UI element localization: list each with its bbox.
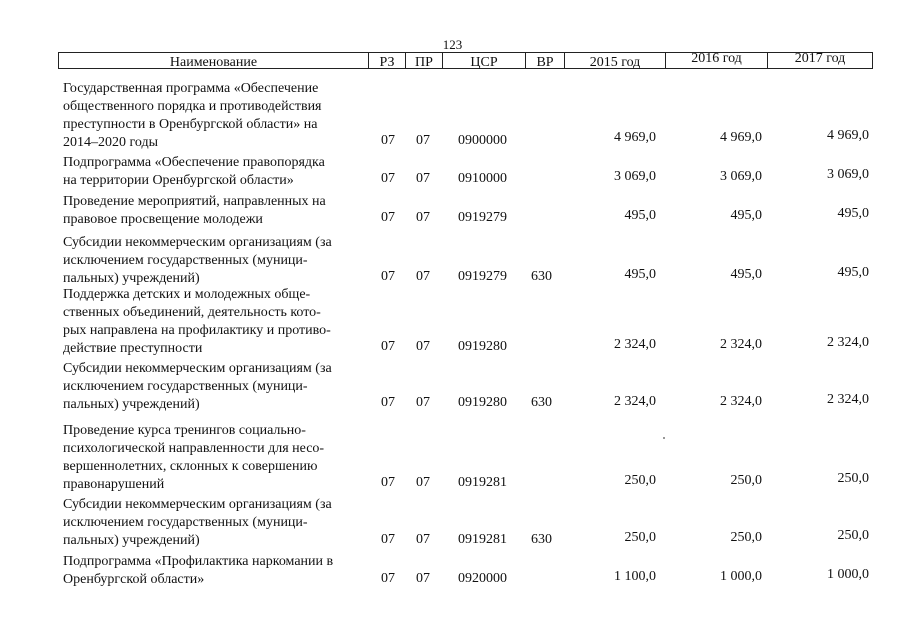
row-2015: 2 324,0 — [614, 337, 656, 352]
header-csr: ЦСР — [442, 53, 525, 68]
row-2017: 250,0 — [837, 471, 869, 486]
row-2016: 2 324,0 — [720, 337, 762, 352]
row-name: Субсидии некоммерческим организациям (за исключением государственных (муници- пальных) учреждений) — [63, 497, 332, 548]
row-2015: 4 969,0 — [614, 130, 656, 145]
header-rz: РЗ — [368, 53, 405, 68]
row-csr: 0910000 — [458, 171, 507, 186]
row-pr: 07 — [416, 475, 430, 490]
row-pr: 07 — [416, 133, 430, 148]
row-rz: 07 — [381, 133, 395, 148]
row-2016: 250,0 — [730, 530, 762, 545]
header-pr: ПР — [405, 53, 442, 68]
row-pr: 07 — [416, 210, 430, 225]
row-rz: 07 — [381, 395, 395, 410]
row-2016: 2 324,0 — [720, 394, 762, 409]
row-csr: 0919280 — [458, 339, 507, 354]
row-name: Проведение мероприятий, направленных на правовое просвещение молодежи — [63, 194, 326, 227]
row-2015: 250,0 — [624, 530, 656, 545]
row-2015: 495,0 — [624, 208, 656, 223]
header-vr: ВР — [525, 53, 564, 68]
row-name: Государственная программа «Обеспечение общественного порядка и противодействия преступности в Оренбургской области» на 2014–2020 годы — [63, 81, 322, 150]
table-header — [58, 52, 873, 69]
row-2017: 250,0 — [837, 528, 869, 543]
scan-speck — [663, 437, 665, 439]
row-2017: 495,0 — [837, 265, 869, 280]
row-2016: 495,0 — [730, 208, 762, 223]
row-csr: 0919281 — [458, 532, 507, 547]
row-pr: 07 — [416, 269, 430, 284]
row-rz: 07 — [381, 269, 395, 284]
row-2016: 250,0 — [730, 473, 762, 488]
row-name: Проведение курса тренингов социально- психологической направленности для несо- вершеннолетних, склонных к совершению правонарушений — [63, 423, 325, 492]
row-2017: 2 324,0 — [827, 335, 869, 350]
row-2015: 495,0 — [624, 267, 656, 282]
header-name: Наименование — [169, 55, 258, 70]
header-2017: 2017 год — [767, 53, 872, 68]
row-csr: 0919281 — [458, 475, 507, 490]
row-2016: 1 000,0 — [720, 569, 762, 584]
header-2015: 2015 год — [564, 53, 665, 68]
row-name: Подпрограмма «Обеспечение правопорядка на территории Оренбургской области» — [63, 155, 325, 188]
row-2015: 1 100,0 — [614, 569, 656, 584]
row-pr: 07 — [416, 171, 430, 186]
row-csr: 0900000 — [458, 133, 507, 148]
row-2015: 2 324,0 — [614, 394, 656, 409]
row-name: Субсидии некоммерческим организациям (за исключением государственных (муници- пальных) учреждений) — [63, 361, 332, 412]
header-2016: 2016 год — [665, 53, 767, 68]
row-2016: 3 069,0 — [720, 169, 762, 184]
row-csr: 0919279 — [458, 210, 507, 225]
row-rz: 07 — [381, 475, 395, 490]
row-pr: 07 — [416, 395, 430, 410]
row-2015: 250,0 — [624, 473, 656, 488]
row-vr: 630 — [531, 269, 552, 284]
row-2016: 495,0 — [730, 267, 762, 282]
row-rz: 07 — [381, 210, 395, 225]
row-csr: 0919280 — [458, 395, 507, 410]
row-name: Подпрограмма «Профилактика наркомании в Оренбургской области» — [63, 554, 334, 587]
row-2017: 495,0 — [837, 206, 869, 221]
row-rz: 07 — [381, 571, 395, 586]
row-2017: 2 324,0 — [827, 392, 869, 407]
row-name: Поддержка детских и молодежных обще- ственных объединений, деятельность кото- рых направлена на профилактику и противо- действие преступности — [63, 287, 331, 356]
row-2015: 3 069,0 — [614, 169, 656, 184]
row-rz: 07 — [381, 532, 395, 547]
row-pr: 07 — [416, 532, 430, 547]
row-vr: 630 — [531, 395, 552, 410]
page-number: 123 — [442, 37, 463, 52]
row-vr: 630 — [531, 532, 552, 547]
row-2017: 1 000,0 — [827, 567, 869, 582]
row-csr: 0919279 — [458, 269, 507, 284]
row-2017: 3 069,0 — [827, 167, 869, 182]
row-2017: 4 969,0 — [827, 128, 869, 143]
row-2016: 4 969,0 — [720, 130, 762, 145]
row-pr: 07 — [416, 339, 430, 354]
row-pr: 07 — [416, 571, 430, 586]
row-rz: 07 — [381, 171, 395, 186]
row-name: Субсидии некоммерческим организациям (за исключением государственных (муници- пальных) учреждений) — [63, 235, 332, 286]
row-csr: 0920000 — [458, 571, 507, 586]
row-rz: 07 — [381, 339, 395, 354]
